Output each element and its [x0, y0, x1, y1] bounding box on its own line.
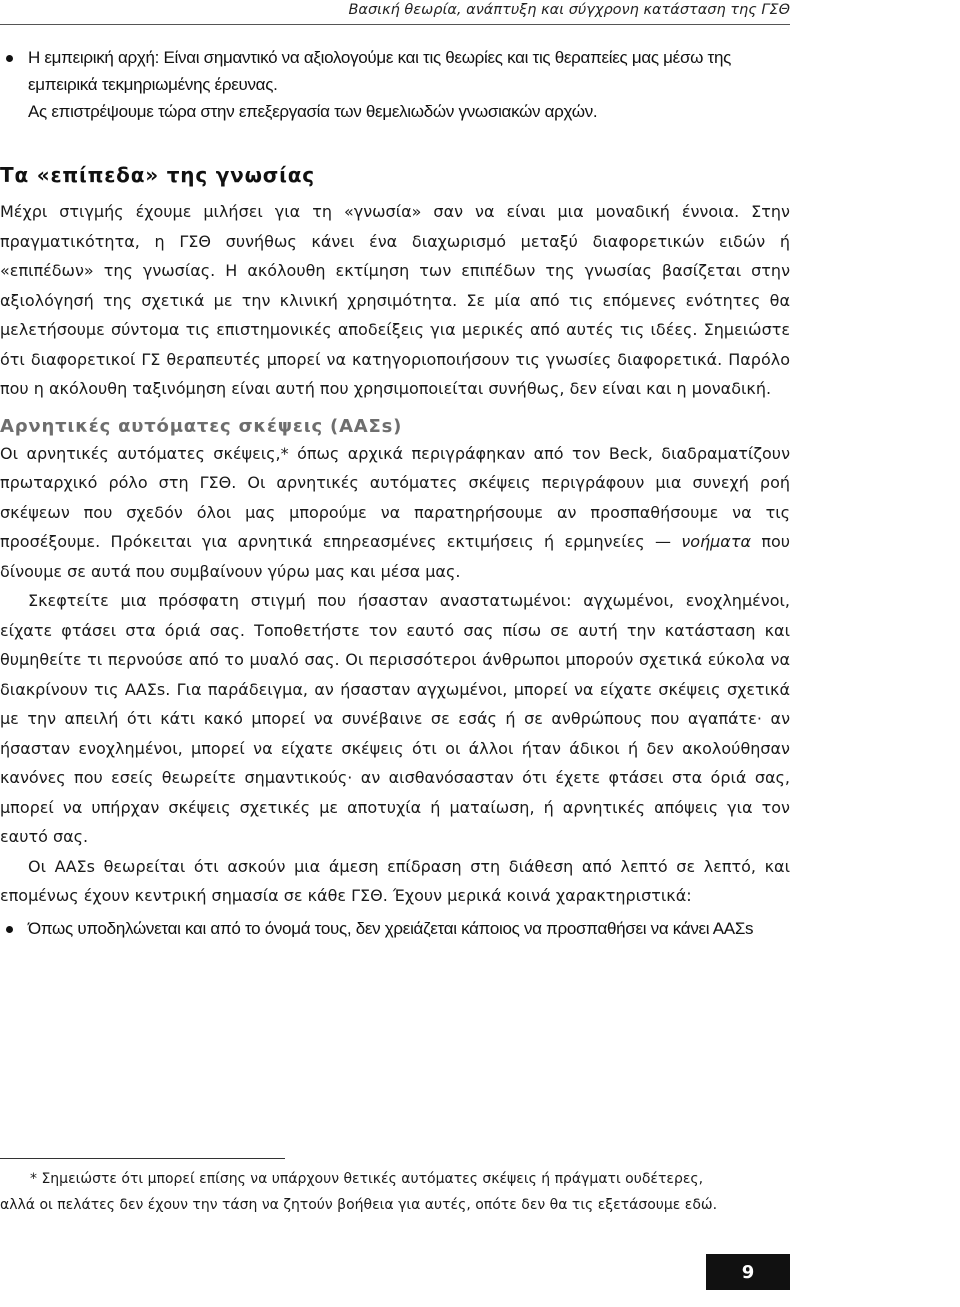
subsection-heading: Αρνητικές αυτόματες σκέψεις (ΑΑΣs)	[0, 415, 403, 437]
section-paragraph: Μέχρι στιγμής έχουμε μιλήσει για τη «γνωσία» σαν να είναι μια μοναδική έννοια. Στην πραγματικότητα, η ΓΣΘ συνήθως κάνει ένα διαχωρισμό μεταξύ διαφορετικών ειδών ή «επιπέδων» της γνωσίας. Η ακόλουθη εκτίμηση των επιπέδων της γνωσίας βασίζεται στην αξιολόγησή της σχετικά με την κλινική χρησιμότητα. Σε μία από τις επόμενες ενότητες θα μελετήσουμε σύντομα τις επιστημονικές αποδείξεις για μερικές από αυτές τις ιδέες. Σημειώστε ότι διαφορετικοί ΓΣ θεραπευτές μπορεί να κατηγοριοποιήσουν τις γνωσίες διαφορετικά. Παρόλο που η ακόλουθη ταξινόμηση είναι αυτή που χρησιμοποιείται συνήθως, δεν είναι και η μοναδική.	[0, 202, 790, 398]
footnote	[0, 1166, 790, 1218]
intro-line: Ας επιστρέψουμε τώρα στην επεξεργασία των θεμελιωδών γνωσιακών αρχών.	[28, 102, 598, 121]
paragraph-1-text-b: που δίνουμε σε αυτά που συμβαίνουν γύρω μας και μέσα μας.	[0, 532, 791, 581]
page-number: 9	[706, 1254, 790, 1290]
paragraph-1	[0, 439, 790, 587]
paragraph-3: Οι ΑΑΣs θεωρείται ότι ασκούν μια άμεση επίδραση στη διάθεση από λεπτό σε λεπτό, και επομένως έχουν κεντρική σημασία σε κάθε ΓΣΘ. Έχουν μερικά κοινά χαρακτηριστικά:	[0, 856, 790, 905]
footnote-line-1: * Σημειώστε ότι μπορεί επίσης να υπάρχουν θετικές αυτόματες σκέψεις ή πράγματι ουδέτερες,	[30, 1171, 704, 1187]
bullet-no-effort: Όπως υποδηλώνεται και από το όνομά τους, δεν χρειάζεται κάποιος να προσπαθήσει να κάνει ΑΑΣs	[0, 915, 790, 942]
bullet-empirical-principle: Η εμπειρική αρχή: Είναι σημαντικό να αξιολογούμε και τις θεωρίες και τις θεραπείες μας μέσω της εμπειρικά τεκμηριωμένης έρευνας.	[0, 44, 790, 98]
page-body	[0, 44, 790, 942]
footnote-rule	[0, 1158, 285, 1159]
paragraph-2: Σκεφτείτε μια πρόσφατη στιγμή που ήσασταν αναστατωμένοι: αγχωμένοι, ενοχλημένοι, είχατε φτάσει στα όριά σας. Τοποθετήστε τον εαυτό σας πίσω σε αυτή την κατάσταση και θυμηθείτε τι περνούσε από το μυαλό σας. Οι περισσότεροι άνθρωποι μπορούν σχετικά εύκολα να διακρίνουν τις ΑΑΣs. Για παράδειγμα, αν ήσασταν αγχωμένοι, μπορεί να είχατε σκέψεις σχετικά με την απειλή ότι κάτι κακό μπορεί να συνέβαινε σε εσάς ή σε ανθρώπους που αγαπάτε· αν ήσασταν ενοχλημένοι, μπορεί να είχατε σκέψεις ότι οι άλλοι ήταν άδικοι ή δεν ακολούθησαν κανόνες που εσείς θεωρείτε σημαντικούς· αν αισθανόσασταν ότι έχετε φτάσει στα όριά σας, μπορεί να υπήρχαν σκέψεις σχετικές με αποτυχία ή ματαίωση, ή αρνητικές απόψεις για τον εαυτό σας.	[0, 591, 790, 846]
paragraph-1-italic: νοήματα	[681, 532, 752, 551]
header-rule	[0, 24, 790, 25]
running-head: Βασική θεωρία, ανάπτυξη και σύγχρονη κατάσταση της ΓΣΘ	[348, 2, 790, 18]
section-heading: Τα «επίπεδα» της γνωσίας	[0, 163, 315, 187]
paragraph-1-text-a: Οι αρνητικές αυτόματες σκέψεις,* όπως αρχικά περιγράφηκαν από τον Beck, διαδραματίζουν πρωταρχικό ρόλο στη ΓΣΘ. Οι αρνητικές αυτόματες σκέψεις περιγράφουν μια συνεχή ροή σκέψεων που σχεδόν όλοι μας μπορούμε να παρατηρήσουμε αν προσπαθήσουμε να τις προσέξουμε. Πρόκειται για αρνητικά επηρεασμένες εκτιμήσεις ή ερμηνείες —	[0, 443, 790, 551]
footnote-line-2: αλλά οι πελάτες δεν έχουν την τάση να ζητούν βοήθεια για αυτές, οπότε δεν θα τις εξετάσουμε εδώ.	[0, 1197, 718, 1213]
